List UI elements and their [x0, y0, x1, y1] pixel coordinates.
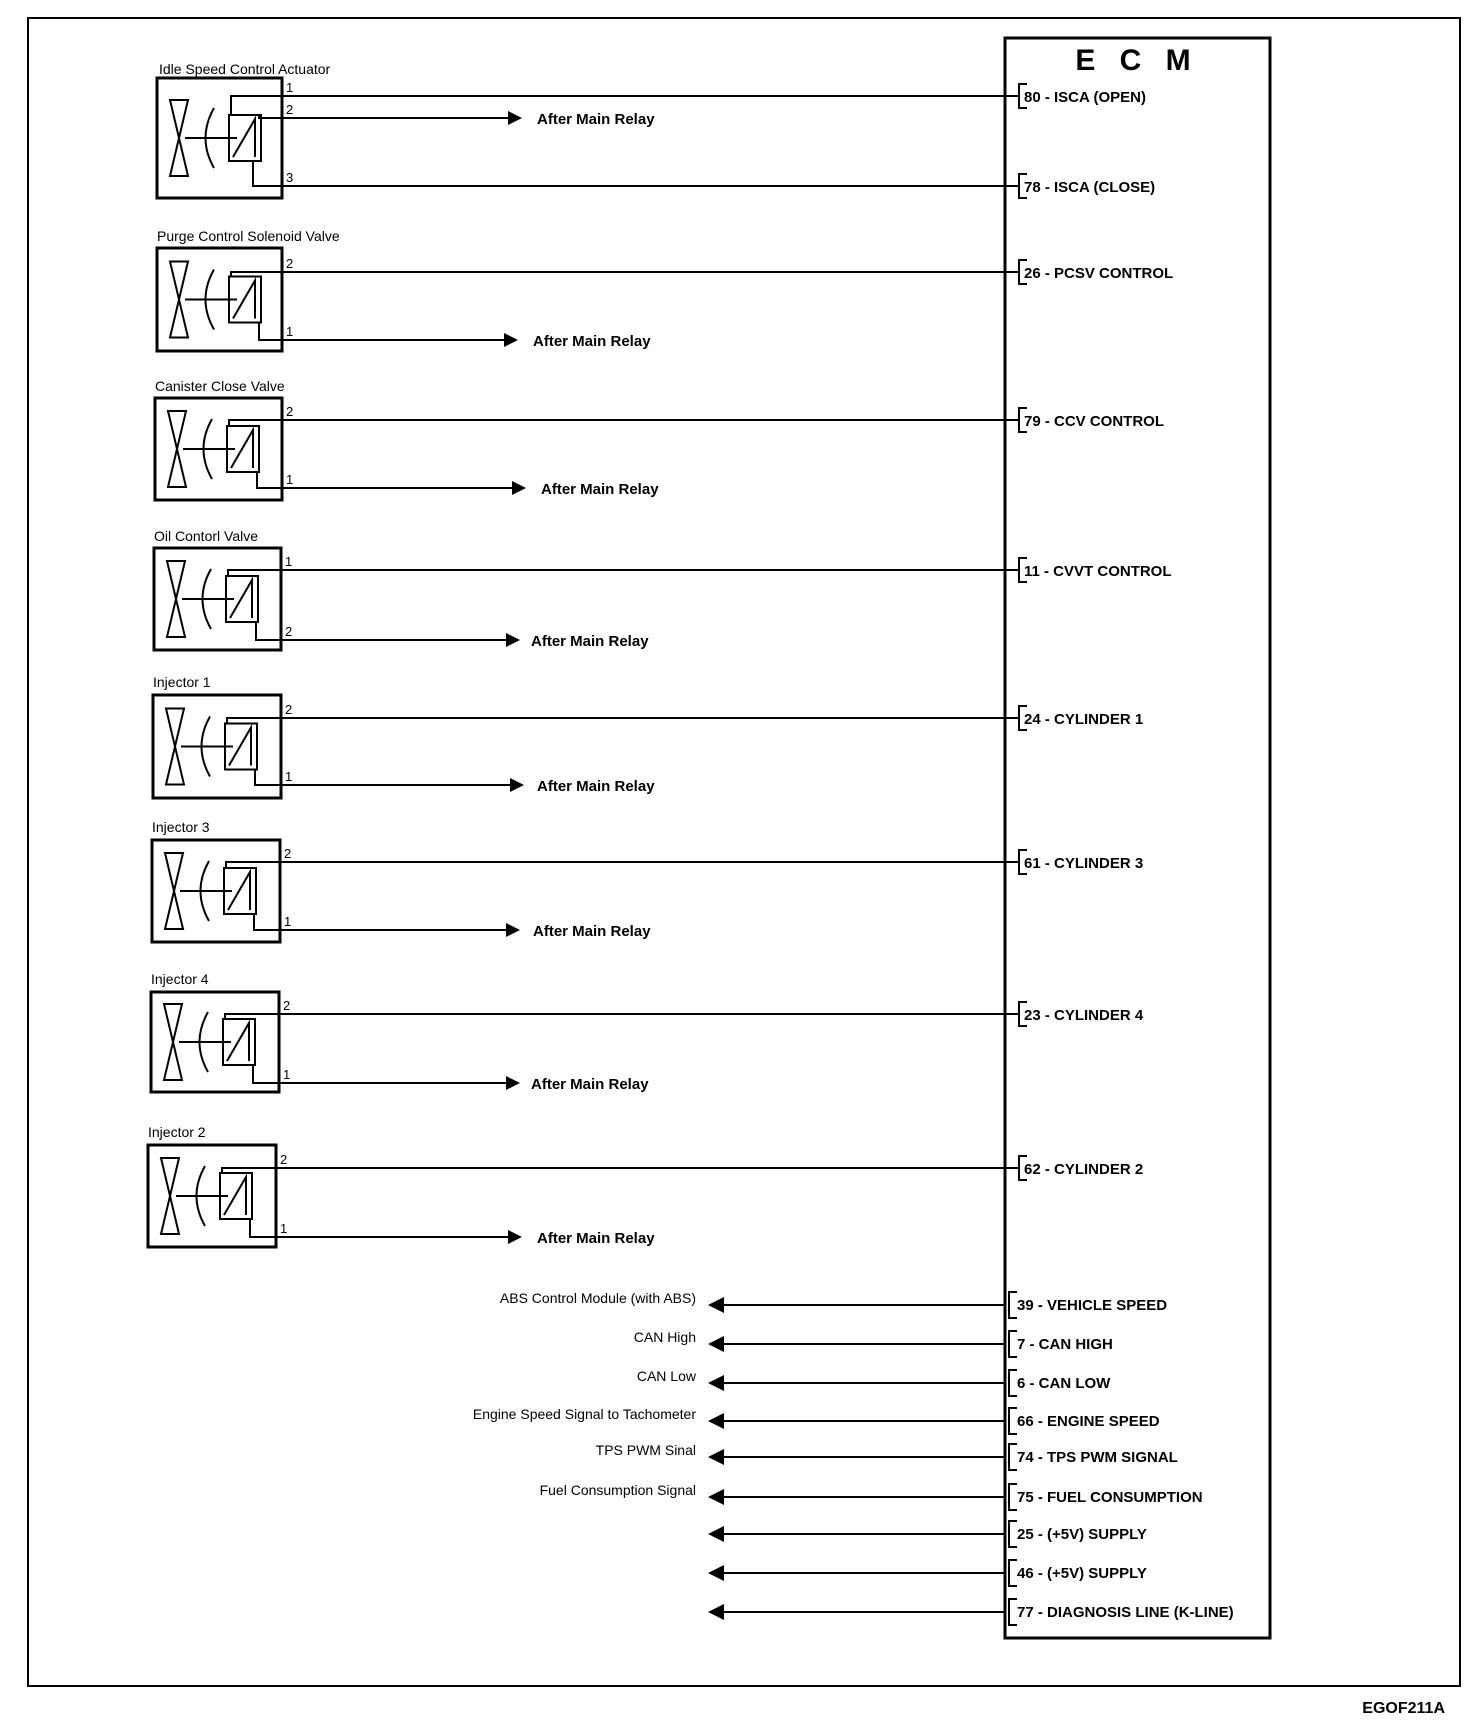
ecm-connector — [1009, 1292, 1017, 1318]
arrow-left-icon — [708, 1565, 724, 1581]
output-signal — [708, 1599, 1234, 1625]
output-signal — [473, 1406, 1160, 1434]
output-signal — [596, 1442, 1178, 1470]
output-signal — [540, 1482, 1203, 1510]
component-2 — [157, 228, 1173, 351]
arrow-left-icon — [708, 1413, 724, 1429]
internal-lead — [254, 914, 280, 930]
ecm-pin-label: 39 - VEHICLE SPEED — [1017, 1297, 1168, 1314]
relay-label: After Main Relay — [537, 1230, 655, 1247]
output-signal — [500, 1290, 1167, 1318]
component-title: Oil Contorl Valve — [154, 528, 259, 544]
arrow-left-icon — [708, 1449, 724, 1465]
pin-number: 2 — [286, 102, 294, 117]
component-title: Canister Close Valve — [155, 378, 285, 394]
component-8 — [148, 1124, 1143, 1247]
ecm-pin-label: 26 - PCSV CONTROL — [1024, 265, 1174, 282]
pin-number: 2 — [286, 256, 294, 271]
internal-lead — [259, 115, 282, 118]
ecm-pin-label: 75 - FUEL CONSUMPTION — [1017, 1489, 1203, 1506]
ecm-pin-label: 23 - CYLINDER 4 — [1024, 1007, 1144, 1024]
ecm-pin-label: 24 - CYLINDER 1 — [1024, 711, 1144, 728]
arrow-left-icon — [708, 1375, 724, 1391]
pin-1 — [250, 1219, 655, 1247]
ecm-connector — [1009, 1521, 1017, 1547]
pin-1 — [253, 1065, 649, 1093]
pin-number: 1 — [285, 769, 293, 784]
ecm-connector — [1009, 1408, 1017, 1434]
component-title: Injector 4 — [151, 971, 209, 987]
ecm-pin-label: 78 - ISCA (CLOSE) — [1024, 179, 1156, 196]
output-signal — [637, 1368, 1111, 1396]
output-label: Fuel Consumption Signal — [539, 1482, 696, 1498]
arrow-left-icon — [708, 1526, 724, 1542]
pin-1 — [257, 472, 659, 498]
pin-number: 1 — [286, 324, 294, 339]
pin-number: 2 — [284, 846, 292, 861]
diagram-frame — [28, 18, 1460, 1686]
component-3 — [155, 378, 1164, 500]
relay-label: After Main Relay — [531, 633, 649, 650]
relay-label: After Main Relay — [533, 333, 651, 350]
component-group — [148, 61, 1173, 1247]
output-label: ABS Control Module (with ABS) — [499, 1290, 696, 1306]
arrow-right-icon — [506, 1076, 520, 1090]
output-label: Engine Speed Signal to Tachometer — [472, 1406, 696, 1422]
pin-2 — [231, 256, 1173, 284]
relay-label: After Main Relay — [537, 111, 655, 128]
pin-number: 1 — [280, 1221, 288, 1236]
pin-number: 1 — [283, 1067, 291, 1082]
pin-1 — [228, 554, 1172, 582]
ecm-pin-label: 80 - ISCA (OPEN) — [1024, 89, 1146, 106]
arrow-right-icon — [504, 333, 518, 347]
internal-lead — [259, 323, 282, 341]
pin-3 — [253, 161, 1155, 198]
component-6 — [152, 819, 1143, 942]
relay-label: After Main Relay — [533, 923, 651, 940]
ecm-pin-label: 7 - CAN HIGH — [1017, 1336, 1113, 1353]
ecm-pin-label: 79 - CCV CONTROL — [1024, 413, 1165, 430]
component-7 — [151, 971, 1144, 1093]
pin-number: 2 — [286, 404, 294, 419]
internal-lead — [256, 622, 281, 640]
internal-lead — [255, 770, 281, 786]
pin-1 — [259, 323, 651, 351]
component-title: Injector 2 — [148, 1124, 206, 1140]
component-title: Idle Speed Control Actuator — [159, 61, 331, 77]
pin-1 — [255, 769, 655, 795]
ecm-pin-label: 25 - (+5V) SUPPLY — [1017, 1526, 1147, 1543]
output-signal — [708, 1560, 1147, 1586]
arrow-left-icon — [708, 1489, 724, 1505]
ecm-connector — [1009, 1599, 1017, 1625]
ecm-connector — [1009, 1444, 1017, 1470]
internal-lead — [250, 1219, 276, 1237]
ecm-pin-label: 74 - TPS PWM SIGNAL — [1017, 1449, 1178, 1466]
pin-1 — [231, 80, 1146, 115]
output-label: CAN High — [633, 1329, 696, 1345]
pin-number: 2 — [285, 702, 293, 717]
relay-label: After Main Relay — [541, 481, 659, 498]
pin-number: 2 — [280, 1152, 288, 1167]
component-4 — [154, 528, 1172, 650]
arrow-right-icon — [506, 633, 520, 647]
internal-lead — [257, 472, 282, 488]
ecm-connector — [1009, 1484, 1017, 1510]
ecm-pin-label: 66 - ENGINE SPEED — [1017, 1413, 1160, 1430]
output-group — [473, 1290, 1234, 1625]
internal-lead — [253, 161, 282, 186]
pin-2 — [259, 102, 655, 128]
ecm-connector — [1009, 1560, 1017, 1586]
ecm-pin-label: 46 - (+5V) SUPPLY — [1017, 1565, 1147, 1582]
diagram-code: EGOF211A — [1362, 1700, 1445, 1717]
pin-number: 2 — [283, 998, 291, 1013]
arrow-right-icon — [508, 111, 522, 125]
pin-2 — [256, 622, 649, 650]
ecm-pin-label: 77 - DIAGNOSIS LINE (K-LINE) — [1017, 1604, 1234, 1621]
component-title: Injector 3 — [152, 819, 210, 835]
ecm-connector — [1009, 1331, 1017, 1357]
internal-lead — [231, 96, 282, 115]
ecm-pin-label: 11 - CVVT CONTROL — [1024, 563, 1172, 580]
ecm-pin-label: 6 - CAN LOW — [1017, 1375, 1111, 1392]
pin-number: 2 — [285, 624, 293, 639]
output-label: TPS PWM Sinal — [595, 1442, 696, 1458]
output-signal — [634, 1329, 1113, 1357]
ecm-title: E C M — [1075, 44, 1199, 77]
arrow-right-icon — [506, 923, 520, 937]
output-signal — [708, 1521, 1147, 1547]
arrow-left-icon — [708, 1604, 724, 1620]
arrow-right-icon — [512, 481, 526, 495]
output-label: CAN Low — [636, 1368, 696, 1384]
pin-number: 1 — [285, 554, 293, 569]
component-title: Purge Control Solenoid Valve — [157, 228, 340, 244]
arrow-right-icon — [508, 1230, 522, 1244]
relay-label: After Main Relay — [531, 1076, 649, 1093]
ecm-pin-label: 61 - CYLINDER 3 — [1024, 855, 1144, 872]
ecm-pin-label: 62 - CYLINDER 2 — [1024, 1161, 1144, 1178]
internal-lead — [253, 1065, 279, 1083]
relay-label: After Main Relay — [537, 778, 655, 795]
component-5 — [153, 674, 1143, 798]
pin-number: 1 — [286, 472, 294, 487]
pin-number: 1 — [284, 914, 292, 929]
arrow-right-icon — [510, 778, 524, 792]
arrow-left-icon — [708, 1336, 724, 1352]
pin-number: 3 — [286, 170, 294, 185]
arrow-left-icon — [708, 1297, 724, 1313]
component-title: Injector 1 — [153, 674, 211, 690]
ecm-connector — [1009, 1370, 1017, 1396]
pin-2 — [229, 404, 1164, 432]
pin-number: 1 — [286, 80, 294, 95]
pin-1 — [254, 914, 651, 940]
